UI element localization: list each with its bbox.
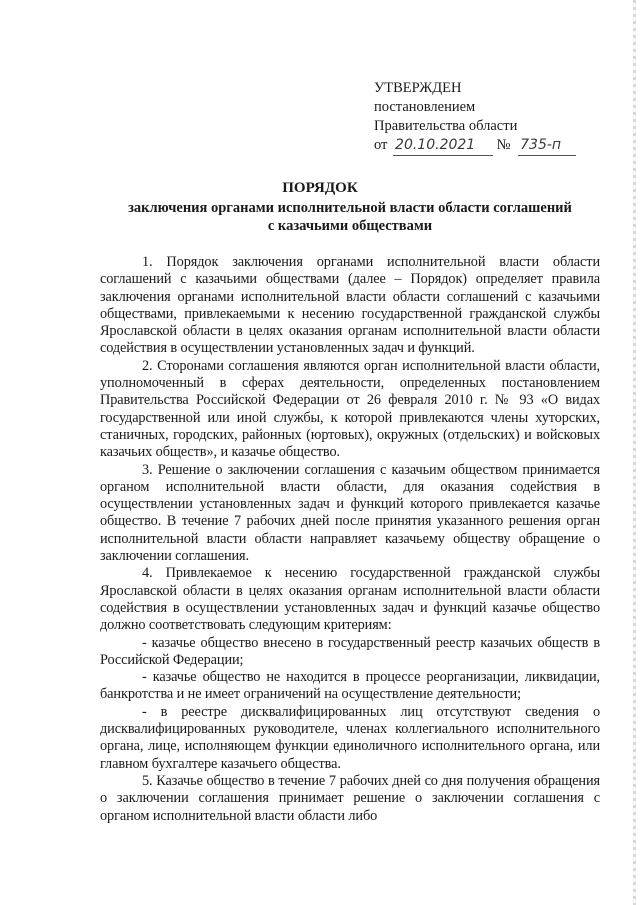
approval-date-prefix: от — [374, 137, 388, 153]
paragraph-5: 5. Казачье общество в течение 7 рабочих дней со дня получения обращения о заключении соглашения принимает решение о заключении соглашения с органом исполнительной власти области либо — [100, 772, 600, 824]
approval-stamp — [374, 79, 576, 156]
document-title: ПОРЯДОК — [282, 180, 358, 196]
subtitle-line-2: с казачьими обществами — [267, 218, 433, 234]
approval-number-sign: № — [496, 137, 511, 153]
handwritten-number: 735-п — [518, 136, 576, 156]
approval-line-2: постановлением — [374, 99, 476, 115]
criterion-2: - казачье общество не находится в процессе реорганизации, ликвидации, банкротства и не имеет ограничений на осуществление деятельности; — [100, 669, 600, 703]
criterion-1: - казачье общество внесено в государственный реестр казачьих обществ в Российской Федерации; — [100, 634, 600, 668]
approval-date-line — [374, 136, 576, 156]
subtitle-line-1: заключения органами исполнительной власти области соглашений — [128, 200, 572, 216]
paragraph-2: 2. Сторонами соглашения являются орган исполнительной власти области, уполномоченный в сферах деятельности, определенных постановлением Правительства Российской Федерации от 26 февраля 2010 г. № 93 «О видах государственной или иной службы, к которой привлекаются члены хуторских, станичных, городских, районных (юртовых), окружных (отдельских) и войсковых казачьих обществ», и казачье общество. — [100, 357, 600, 461]
paragraph-4: 4. Привлекаемое к несению государственной гражданской службы Ярославской области в целях оказания органам исполнительной власти области содействия в осуществлении установленных задач и функций казачье общество должно соответствовать следующим критериям: — [100, 565, 600, 634]
handwritten-date: 20.10.2021 — [393, 136, 493, 156]
scan-edge — [633, 0, 636, 905]
document-subtitle — [100, 199, 600, 235]
paragraph-3: 3. Решение о заключении соглашения с казачьим обществом принимается органом исполнительной власти области, для оказания содействия в осуществлении установленных задач и функций которого привлекается казачье общество. В течение 7 рабочих дней после принятия указанного решения орган исполнительной власти области направляет казачьему обществу обращение о заключении соглашения. — [100, 461, 600, 565]
approval-line-3: Правительства области — [374, 118, 518, 134]
paragraph-1: 1. Порядок заключения органами исполнительной власти области соглашений с казачьими обществами (далее – Порядок) определяет правила заключения органами исполнительной власти области соглашений с казачьими обществами, привлекаемыми к несению государственной гражданской службы Ярославской области в целях оказания органам исполнительной власти области содействия в осуществлении установленных задач и функций. — [100, 254, 600, 357]
document-body — [100, 254, 600, 825]
approval-line-1: УТВЕРЖДЕН — [374, 80, 462, 96]
criterion-3: - в реестре дисквалифицированных лиц отсутствуют сведения о дисквалифицированных руководителе, членах коллегиального исполнительного органа, лице, исполняющем функции единоличного исполнительного органа, или главном бухгалтере казачьего общества. — [100, 703, 600, 772]
